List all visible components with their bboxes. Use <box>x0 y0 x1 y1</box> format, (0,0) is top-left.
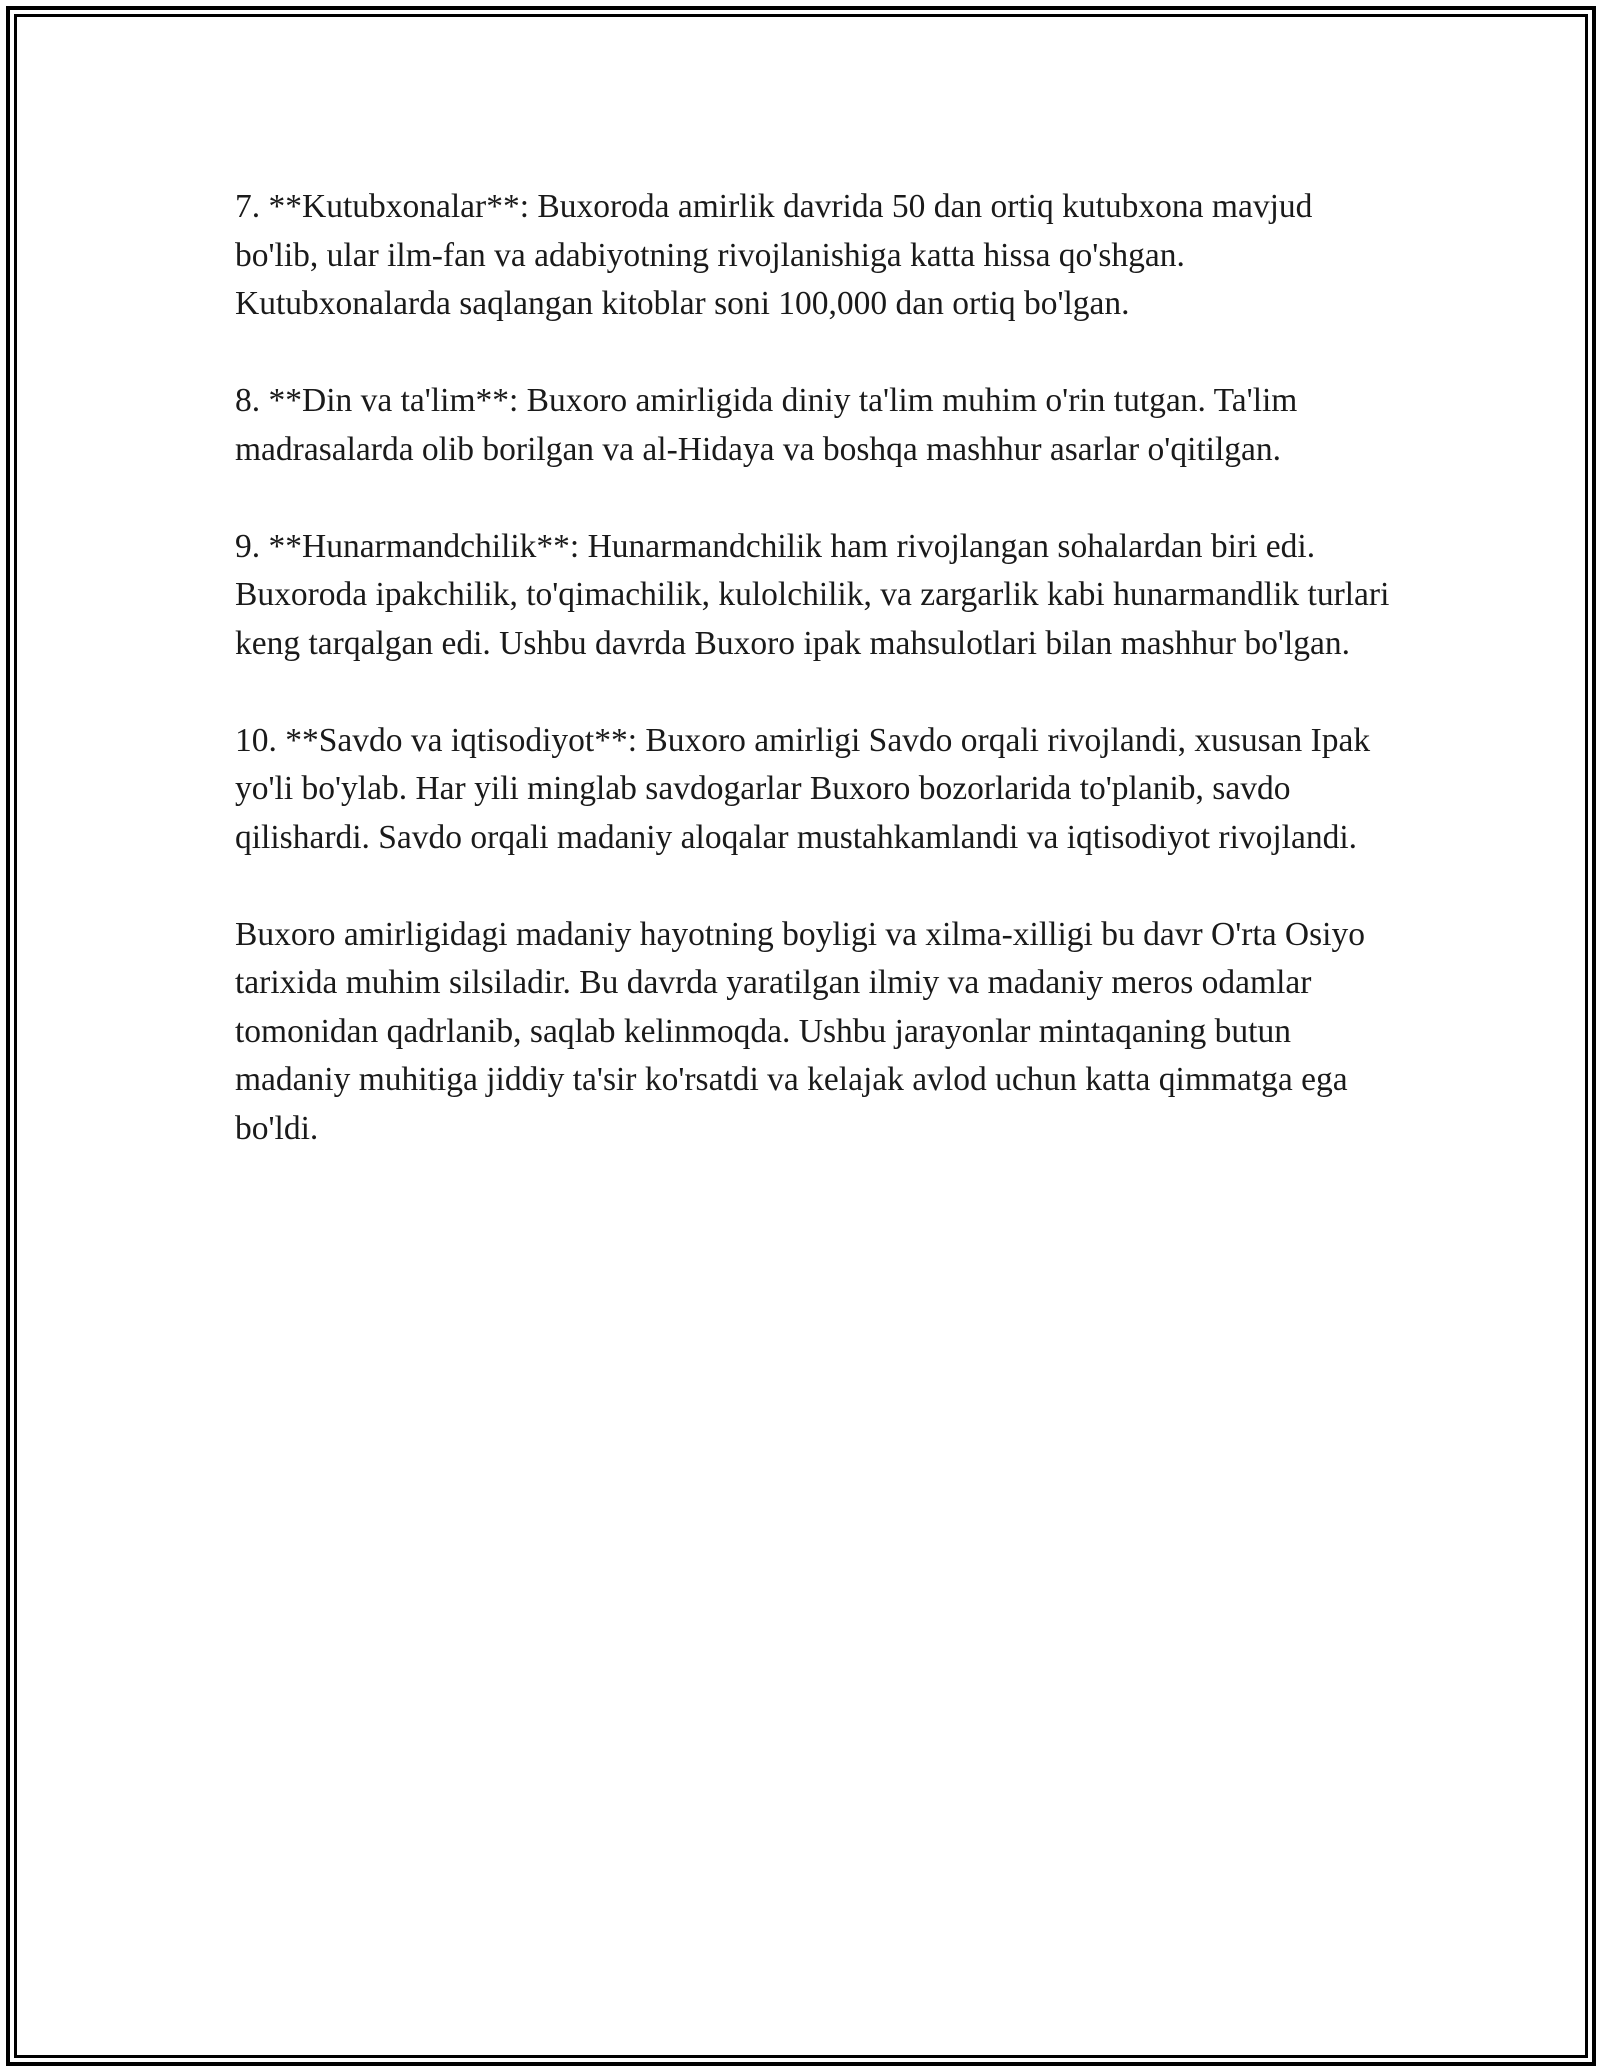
paragraph-din-va-talim: 8. **Din va ta'lim**: Buxoro amirligida diniy ta'lim muhim o'rin tutgan. Ta'lim madrasalarda olib borilgan va al-Hidaya va boshqa mashhur asarlar o'qitilgan. <box>235 382 1298 468</box>
paragraph-kutubxonalar: 7. **Kutubxonalar**: Buxoroda amirlik davrida 50 dan ortiq kutubxona mavjud bo'lib, ular ilm-fan va adabiyotning rivojlanishiga katta hissa qo'shgan. Kutubxonalarda saqlangan kitoblar soni 100,000 dan ortiq bo'lgan. <box>235 188 1313 322</box>
paragraph-conclusion: Buxoro amirligidagi madaniy hayotning boyligi va xilma-xilligi bu davr O'rta Osiyo tarixida muhim silsiladir. Bu davrda yaratilgan ilmiy va madaniy meros odamlar tomonidan qadrlanib, saqlab kelinmoqda. Ushbu jarayonlar mintaqaning butun madaniy muhitiga jiddiy ta'sir ko'rsatdi va kelajak avlod uchun katta qimmatga ega bo'ldi. <box>235 915 1365 1147</box>
paragraph-savdo-va-iqtisodiyot: 10. **Savdo va iqtisodiyot**: Buxoro amirligi Savdo orqali rivojlandi, xususan Ipak yo'li bo'ylab. Har yili minglab savdogarlar Buxoro bozorlarida to'planib, savdo qilishardi. Savdo orqali madaniy aloqalar mustahkamlandi va iqtisodiyot rivojlandi. <box>235 721 1371 856</box>
document-body <box>235 183 1395 1202</box>
paragraph-hunarmandchilik: 9. **Hunarmandchilik**: Hunarmandchilik ham rivojlangan sohalardan biri edi. Buxoroda ipakchilik, to'qimachilik, kulolchilik, va zargarlik kabi hunarmandlik turlari keng tarqalgan edi. Ushbu davrda Buxoro ipak mahsulotlari bilan mashhur bo'lgan. <box>235 527 1390 662</box>
